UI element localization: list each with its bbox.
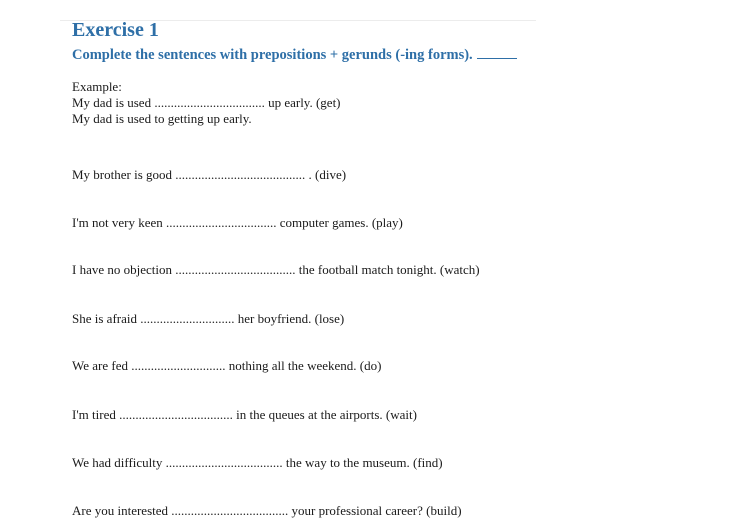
instruction-blank bbox=[477, 57, 517, 59]
instruction-text: Complete the sentences with prepositions + gerunds (-ing forms). bbox=[72, 47, 473, 63]
sentence-4: She is afraid ............................. her boyfriend. (lose) bbox=[72, 311, 345, 326]
example-prompt: My dad is used .................................. up early. (get) bbox=[72, 95, 341, 110]
sentence-5: We are fed ............................. nothing all the weekend. (do) bbox=[72, 358, 382, 373]
sentence-8: Are you interested .................................... your professional career? (build) bbox=[72, 503, 462, 518]
exercise-title: Exercise 1 bbox=[72, 19, 159, 41]
example-label: Example: bbox=[72, 79, 122, 94]
sentence-1: My brother is good ........................................ . (dive) bbox=[72, 167, 347, 182]
example-block bbox=[72, 79, 341, 127]
sentence-6: I'm tired ................................... in the queues at the airports. (wait) bbox=[72, 407, 417, 422]
sentence-3: I have no objection ..................................... the football match tonight. (watch) bbox=[72, 262, 480, 277]
example-answer: My dad is used to getting up early. bbox=[72, 111, 252, 126]
sentence-7: We had difficulty .................................... the way to the museum. (find) bbox=[72, 455, 443, 470]
exercise-instruction bbox=[72, 47, 517, 64]
sentence-2: I'm not very keen .................................. computer games. (play) bbox=[72, 215, 403, 230]
